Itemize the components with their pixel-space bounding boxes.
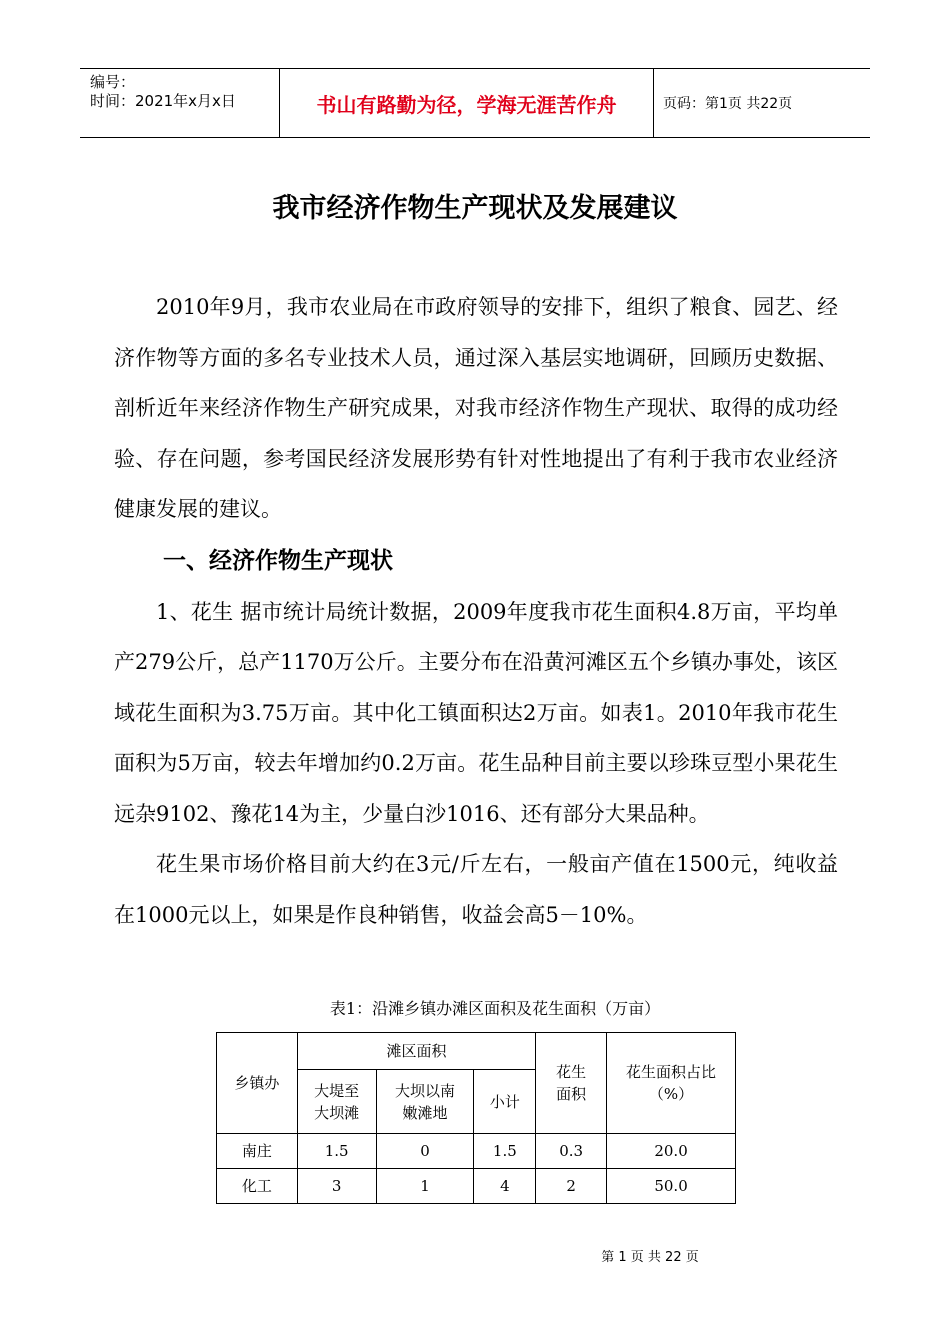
data-table (216, 1032, 736, 1204)
header-page-info: 页码：第1页 共22页 (663, 96, 793, 112)
header-meta (80, 69, 280, 137)
table-cell: 0.3 (536, 1134, 607, 1169)
header-motto: 书山有路勤为径，学海无涯苦作舟 (280, 69, 654, 137)
table-cell: 南庄 (217, 1134, 298, 1169)
table-cell: 20.0 (607, 1134, 736, 1169)
number-label: 编号： (90, 73, 136, 91)
intro-paragraph: 2010年9月，我市农业局在市政府领导的安排下，组织了粮食、园艺、经济作物等方面的多名专业技术人员，通过深入基层实地调研，回顾历史数据、剖析近年来经济作物生产研究成果，对我市经济作物生产现状、取得的成功经验、存在问题，参考国民经济发展形势有针对性地提出了有利于我市农业经济健康发展的建议。 (114, 295, 838, 521)
table-cell: 50.0 (607, 1169, 736, 1204)
table-cell: 0 (376, 1134, 474, 1169)
table-cell: 化工 (217, 1169, 298, 1204)
table-cell: 3 (297, 1169, 376, 1204)
header-ratio: 花生面积占比（%） (607, 1033, 736, 1134)
document-header (80, 68, 870, 138)
header-peanut-area: 花生面积 (536, 1033, 607, 1134)
time-label: 时间：2021年x月x日 (90, 92, 236, 110)
header-town: 乡镇办 (217, 1033, 298, 1134)
table-row (217, 1169, 736, 1204)
price-paragraph: 花生果市场价格目前大约在3元/斤左右，一般亩产值在1500元，纯收益在1000元以上，如果是作良种销售，收益会高5－10%。 (114, 852, 838, 927)
table-cell: 2 (536, 1169, 607, 1204)
table-cell: 4 (474, 1169, 536, 1204)
header-sub2: 大坝以南嫩滩地 (376, 1070, 474, 1134)
table-caption: 表1：沿滩乡镇办滩区面积及花生面积（万亩） (329, 999, 661, 1018)
table-cell: 1.5 (297, 1134, 376, 1169)
section-heading: 一、经济作物生产现状 (163, 547, 393, 574)
peanut-paragraph: 1、花生 据市统计局统计数据，2009年度我市花生面积4.8万亩，平均单产279公斤，总产1170万公斤。主要分布在沿黄河滩区五个乡镇办事处，该区域花生面积为3.75万亩。其中化工镇面积达2万亩。如表1。2010年我市花生面积为5万亩，较去年增加约0.2万亩。花生品种目前主要以珍珠豆型小果花生远杂9102、豫花14为主，少量白沙1016、还有部分大果品种。 (114, 599, 838, 826)
document-body (114, 282, 838, 940)
page-footer: 第 1 页 共 22 页 (601, 1250, 699, 1265)
table-cell: 1.5 (474, 1134, 536, 1169)
table-cell: 1 (376, 1169, 474, 1204)
header-beach-area: 滩区面积 (297, 1033, 536, 1070)
table-row (217, 1134, 736, 1169)
document-title: 我市经济作物生产现状及发展建议 (272, 193, 678, 224)
header-sub1: 大堤至大坝滩 (297, 1070, 376, 1134)
header-subtotal: 小计 (474, 1070, 536, 1134)
